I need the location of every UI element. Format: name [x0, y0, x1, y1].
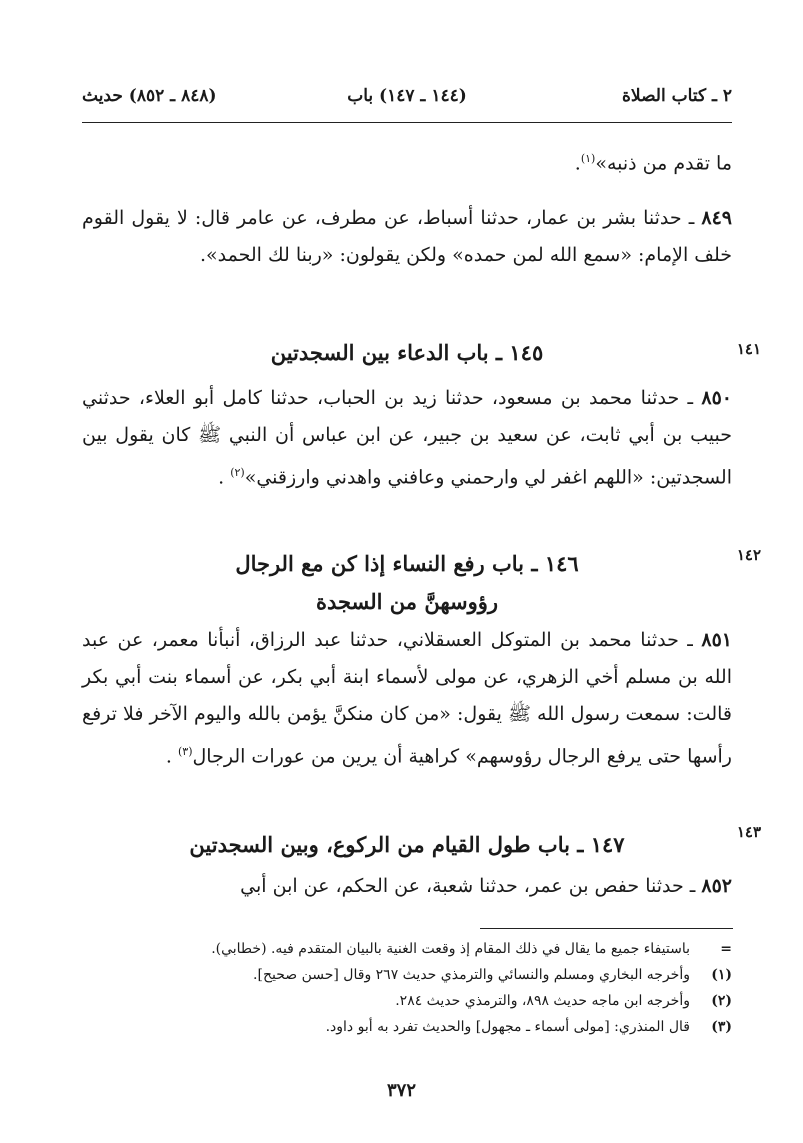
- header-book-title: ٢ ـ كتاب الصلاة: [622, 86, 732, 106]
- chapter-146-title: ١٤٦ ـ باب رفع النساء إذا كن مع الرجال رؤوسهنَّ من السجدة: [235, 551, 579, 614]
- margin-chapter-number: ١٤١: [736, 340, 761, 358]
- hadith-text: ـ حدثنا بشر بن عمار، حدثنا أسباط، عن مطرف، عن عامر قال: لا يقول القوم خلف الإمام: «سمع الله لمن حمده» ولكن يقولون: «ربنا لك الحمد».: [82, 207, 732, 266]
- header-divider: [82, 122, 732, 123]
- hadith-text: ـ حدثنا حفص بن عمر، حدثنا شعبة، عن الحكم، عن ابن أبي: [240, 875, 696, 897]
- footnote-continued: = باستيفاء جميع ما يقال في ذلك المقام إذ وقعت الغنية بالبيان المتقدم فيه. (خطابي).: [211, 941, 732, 957]
- running-header: [82, 86, 732, 120]
- chapter-145-title: ١٤٥ ـ باب الدعاء بين السجدتين: [270, 340, 544, 365]
- footnote-ref-3[interactable]: (٣): [177, 745, 193, 758]
- hadith-850: ٨٥٠ ـ حدثنا محمد بن مسعود، حدثنا زيد بن الحباب، حدثنا كامل أبو العلاء، حدثني حبيب بن أبي ثابت، عن سعيد بن جبير، عن ابن عباس أن النبي ﷺ كان يقول بين السجدتين: «اللهم اغفر لي وارحمني وعافني واهدني وارزقني»$^{(٢)}$ .: [82, 387, 732, 489]
- header-chapter-range: (١٤٤ ـ ١٤٧) باب: [347, 86, 467, 106]
- hadith-number: ٨٤٩: [701, 207, 732, 229]
- footnote-divider: [480, 928, 733, 929]
- hadith-text: ـ حدثنا محمد بن مسعود، حدثنا زيد بن الحباب، حدثنا كامل أبو العلاء، حدثني حبيب بن أبي ثابت، عن سعيد بن جبير، عن ابن عباس أن النبي ﷺ كان يقول بين السجدتين: «اللهم اغفر لي وارحمني وعافني واهدني وارزقني»: [82, 387, 732, 489]
- footnote-ref-1[interactable]: (١): [580, 152, 596, 165]
- hadith-849: [82, 200, 732, 274]
- footnote-1: (١) وأخرجه البخاري ومسلم والنسائي والترمذي حديث ٢٦٧ وقال [حسن صحيح].: [253, 967, 732, 983]
- footnote-2: (٢) وأخرجه ابن ماجه حديث ٨٩٨، والترمذي حديث ٢٨٤.: [395, 993, 732, 1009]
- hadith-number: ٨٥١: [701, 629, 732, 651]
- page-number: ٣٧٢: [386, 1080, 416, 1101]
- chapter-147-title: ١٤٧ ـ باب طول القيام من الركوع، وبين السجدتين: [189, 832, 625, 857]
- hadith-number: ٨٥٢: [701, 875, 732, 897]
- footnote-ref-2[interactable]: (٢): [230, 466, 245, 479]
- header-hadith-range: (٨٤٨ ـ ٨٥٢) حديث: [82, 86, 217, 106]
- margin-chapter-number: ١٤٣: [736, 823, 761, 841]
- hadith-text: ـ حدثنا محمد بن المتوكل العسقلاني، حدثنا عبد الرزاق، أنبأنا معمر، عن عبد الله بن مسلم أخي الزهري، عن مولى لأسماء ابنة أبي بكر، عن أسماء بنت أبي بكر قالت: سمعت رسول الله ﷺ يقول: «من كان منكنَّ يؤمن بالله واليوم الآخر فلا ترفع رأسها حتى يرفع الرجال رؤوسهم» كراهية أن يرين من عورات الرجال: [82, 629, 732, 768]
- hadith-number: ٨٥٠: [701, 387, 732, 409]
- previous-hadith-tail: ما تقدم من ذنبه»$^{(١)}$.: [574, 152, 732, 175]
- hadith-851: ٨٥١ ـ حدثنا محمد بن المتوكل العسقلاني، حدثنا عبد الرزاق، أنبأنا معمر، عن عبد الله بن مسلم أخي الزهري، عن مولى لأسماء ابنة أبي بكر، عن أسماء بنت أبي بكر قالت: سمعت رسول الله ﷺ يقول: «من كان منكنَّ يؤمن بالله واليوم الآخر فلا ترفع رأسها حتى يرفع الرجال رؤوسهم» كراهية أن يرين من عورات الرجال$^{(٣)}$ .: [82, 629, 732, 768]
- hadith-852: [82, 868, 732, 905]
- footnote-3: (٣) قال المنذري: [مولى أسماء ـ مجهول] والحديث تفرد به أبو داود.: [325, 1019, 732, 1035]
- margin-chapter-number: ١٤٢: [736, 546, 761, 564]
- footnotes: [82, 936, 732, 1040]
